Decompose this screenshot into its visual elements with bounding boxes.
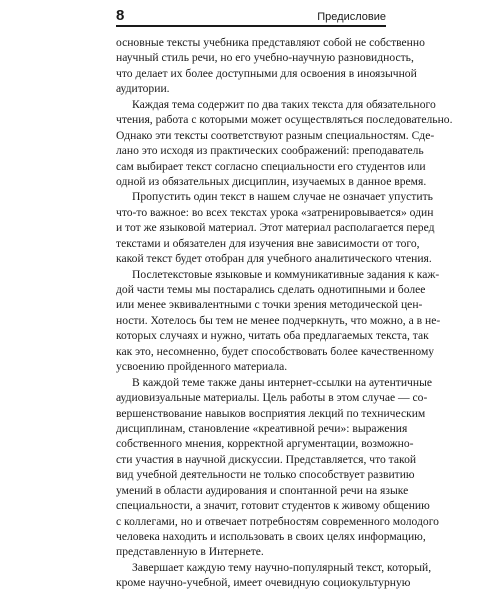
text-line: научный стиль речи, но его учебно-научную разновидность, <box>116 51 414 65</box>
text-line: основные тексты учебника представляют собой не собственно <box>116 36 425 49</box>
text-line: лано это исходя из практических соображений: преподаватель <box>116 144 424 158</box>
text-line: что-то важное: во всех текстах урока «затренировывается» один <box>116 205 434 219</box>
text-line: или менее эквивалентными с точки зрения методической цен- <box>116 298 423 312</box>
text-line: умений в области аудирования и спонтанной речи на языке <box>116 483 409 497</box>
text-line: аудитории. <box>116 82 170 96</box>
text-line: ности. Хотелось бы тем не менее подчеркнуть, что можно, а в не- <box>116 313 441 327</box>
text-line: чтения, работа с которыми может осуществляться последовательно. <box>116 113 453 127</box>
text-line: усвоению пройденного материала. <box>116 360 288 374</box>
running-head: Предисловие <box>317 11 386 23</box>
text-line: Однако эти тексты соответствуют разным специальностям. Сде- <box>116 128 435 142</box>
text-line: человека находить и использовать в своих целях информацию, <box>116 530 426 543</box>
text-line: дисциплинам, становление «креативной речи»: выражения <box>116 421 408 435</box>
text-line: собственного мнения, корректной аргументации, возможно- <box>116 437 414 451</box>
text-line: сти участия в научной дискуссии. Представляется, что такой <box>116 452 417 466</box>
text-line: какой текст будет отобран для учебного аналитического чтения. <box>116 252 432 266</box>
text-line: текстами и обязателен для изучения вне зависимости от того, <box>116 236 420 250</box>
text-line: Послетекстовые языковые и коммуникативные задания к каж- <box>132 267 440 281</box>
body-text <box>116 35 453 591</box>
text-line: с коллегами, но и отвечает потребностям современного молодого <box>116 514 439 528</box>
text-line: что делает их более доступными для освоения в иноязычной <box>116 66 417 80</box>
text-line: В каждой теме также даны интернет-ссылки на аутентичные <box>132 375 433 389</box>
text-line: как это, несомненно, будет способствовать более качественному <box>116 344 435 358</box>
text-line: аудиовизуальные материалы. Цель работы в этом случае — со- <box>116 391 428 405</box>
text-line: представленную в Интернете. <box>116 545 264 559</box>
text-line: специальности, а значит, готовит студентов к живому общению <box>116 499 430 513</box>
text-line: одной из обязательных дисциплин, изучаемых в данное время. <box>116 174 427 188</box>
header-rule <box>116 25 386 27</box>
text-line: кроме научно-учебной, имеет очевидную социокультурную <box>116 576 411 590</box>
text-line: и тот же языковой материал. Этот материал располагается перед <box>116 221 435 235</box>
text-line: дой части темы мы постарались сделать однотипными и более <box>116 283 426 296</box>
text-line: которых случаях и нужно, читать оба предлагаемых текста, так <box>116 329 429 343</box>
text-line: вершенствование навыков восприятия лекций по техническим <box>116 406 426 420</box>
text-line: Пропустить один текст в нашем случае не означает упустить <box>132 190 433 204</box>
page-number: 8 <box>116 7 125 24</box>
text-line: сам выбирает текст согласно специальности его студентов или <box>116 159 426 173</box>
text-line: Завершает каждую тему научно-популярный текст, который, <box>132 560 432 574</box>
text-line: вид учебной деятельности не только способствует развитию <box>116 468 415 482</box>
text-line: Каждая тема содержит по два таких текста для обязательного <box>132 97 436 111</box>
